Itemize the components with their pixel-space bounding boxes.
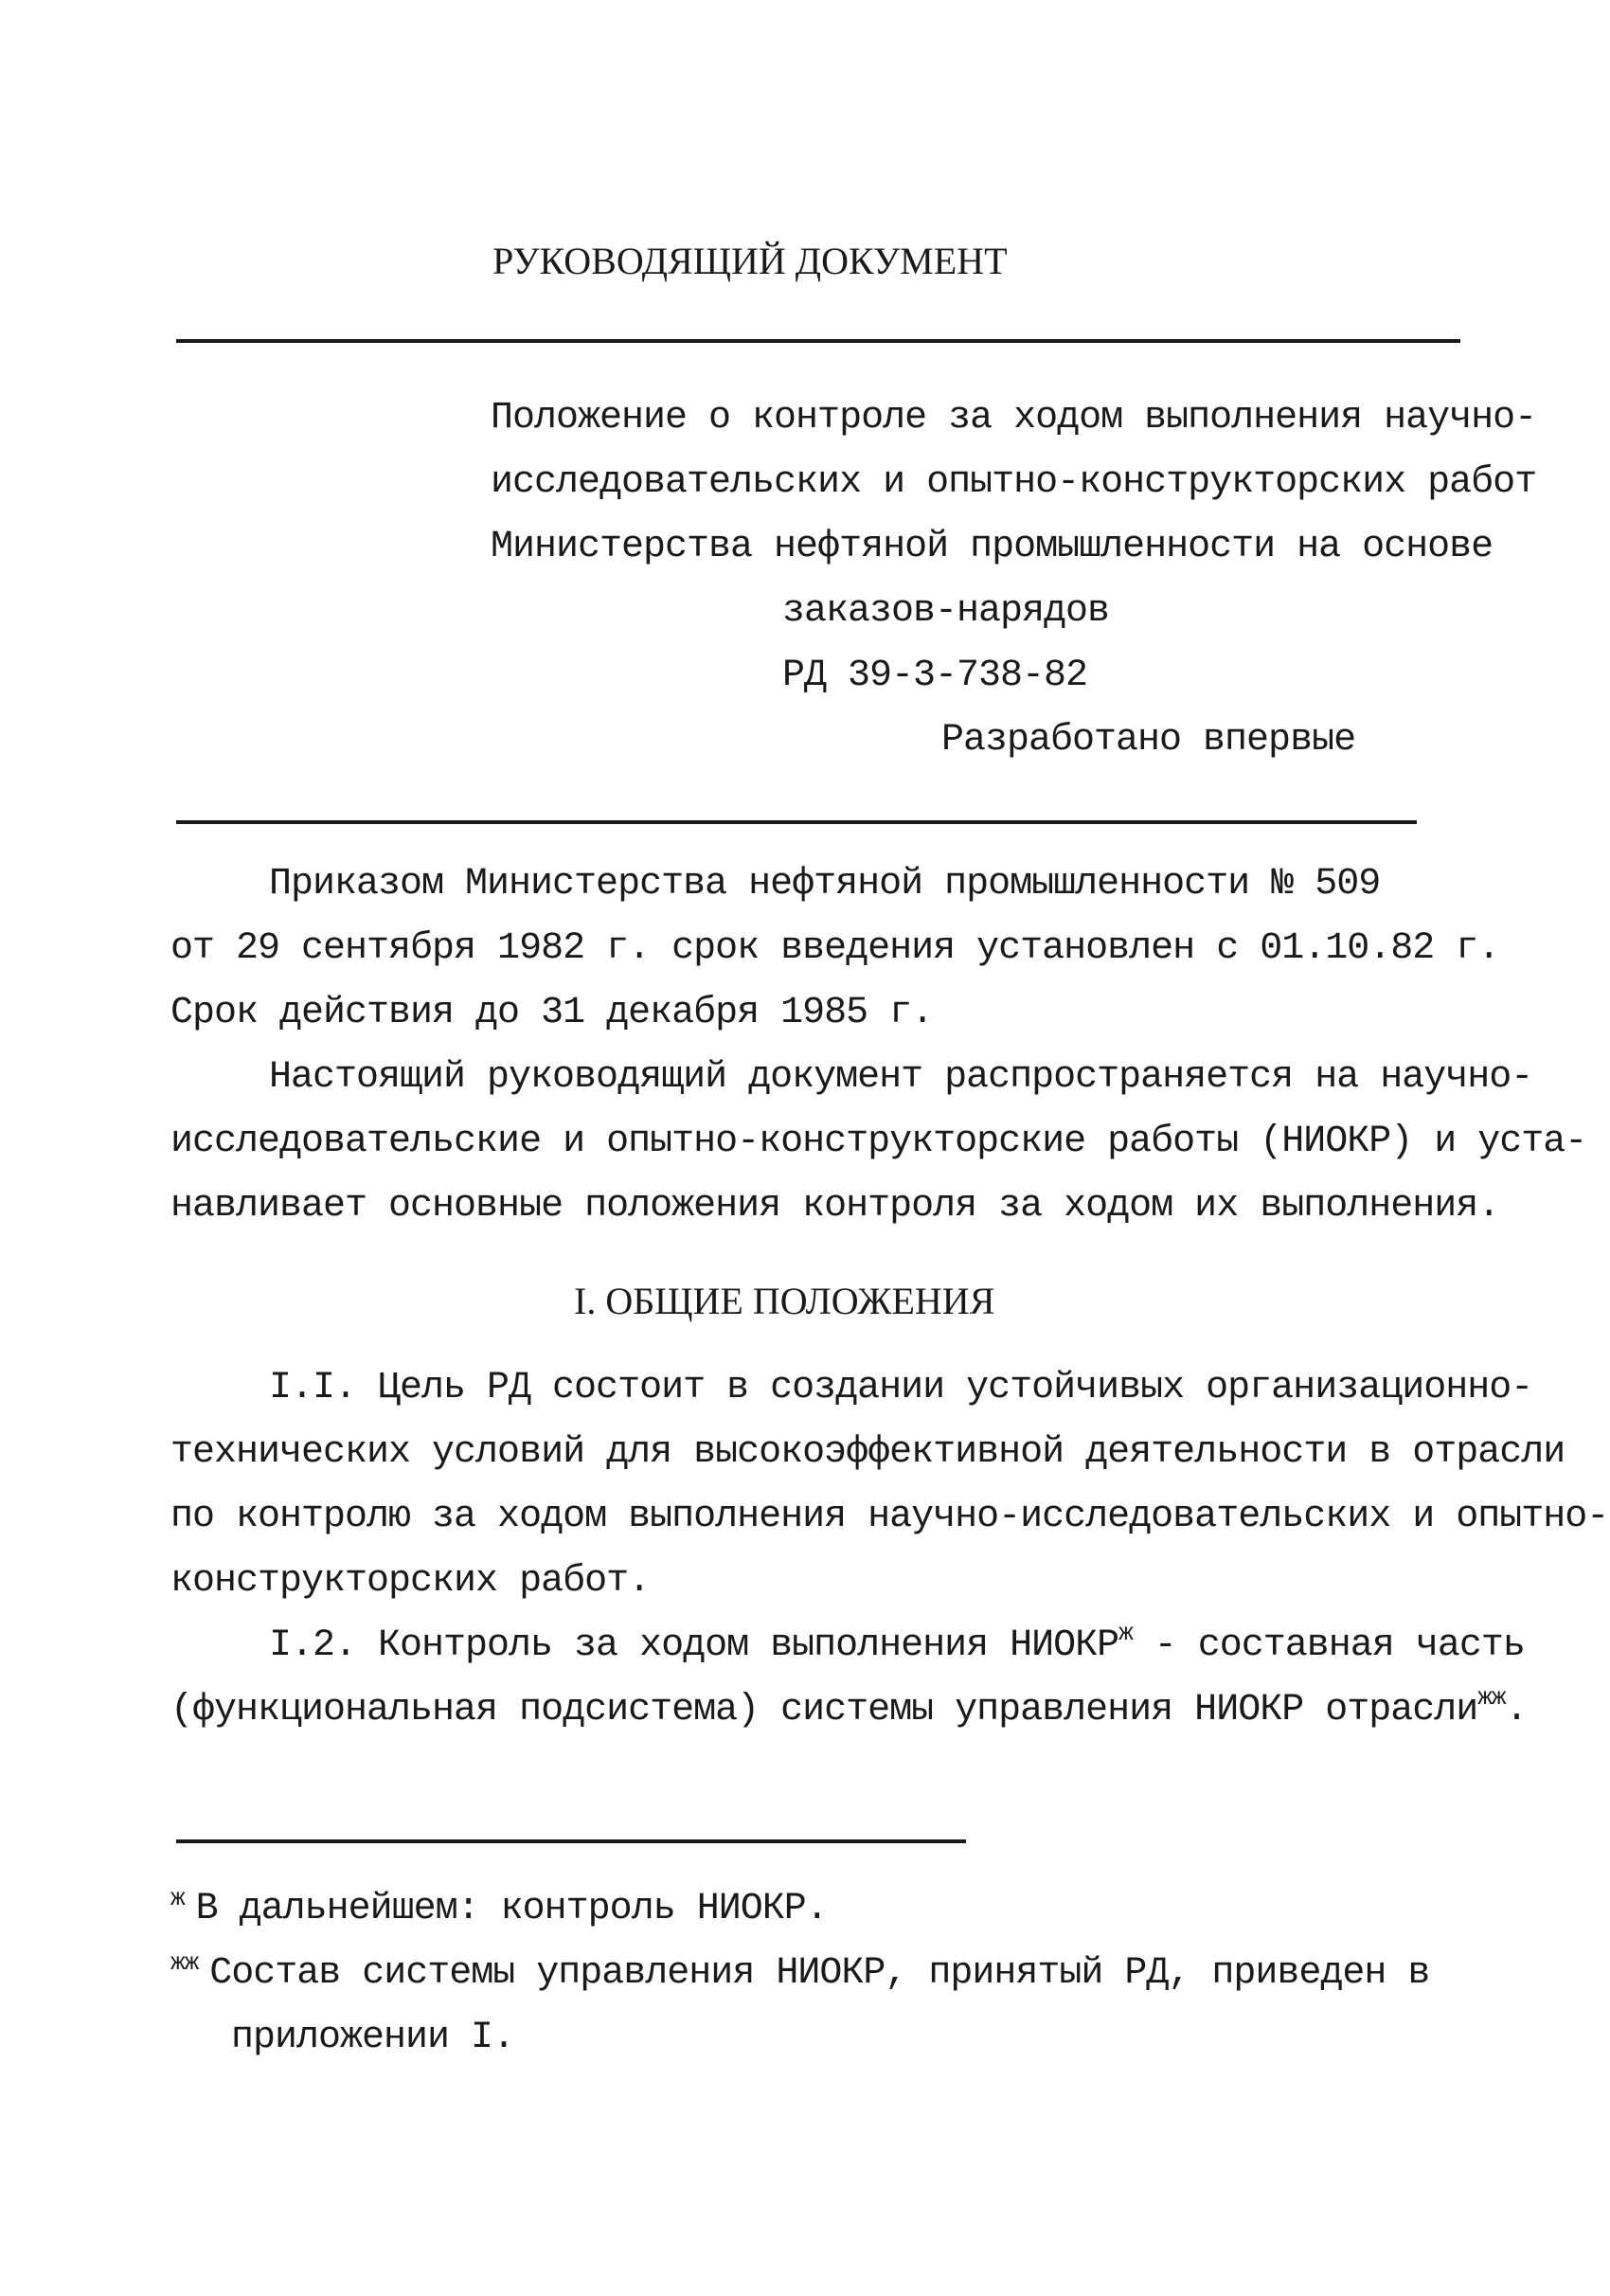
- order-line-2: от 29 сентября 1982 г. срок введения установлен с 01.10.82 г.: [170, 927, 1500, 970]
- footnote-rule: [176, 1839, 966, 1843]
- doc-title-line-4: заказов-нарядов: [782, 590, 1110, 633]
- p1-2-line-1-text: I.2. Контроль за ходом выполнения НИОКР: [269, 1624, 1119, 1667]
- doc-title-line-3: Министерства нефтяной промышленности на основе: [491, 526, 1494, 568]
- p1-2-line-2: [170, 1683, 1528, 1733]
- doc-title-line-2: исследовательских и опытно-конструкторских работ: [491, 461, 1537, 504]
- footnote-2-continuation: приложении I.: [231, 2017, 515, 2059]
- doc-title-line-1: Положение о контроле за ходом выполнения научно-: [491, 397, 1537, 439]
- scope-line-1: Настоящий руководящий документ распространяется на научно-: [269, 1056, 1533, 1099]
- p1-2-line-2-rest: .: [1505, 1689, 1528, 1731]
- footnote-2: [170, 1948, 1430, 1997]
- header-rule: [176, 339, 1460, 343]
- footnote-1-text: В дальнейшем: контроль НИОКР.: [195, 1888, 828, 1930]
- footnote-ref-1: ж: [1118, 1619, 1133, 1647]
- footnote-2-text: Состав системы управления НИОКР, принятый РД, приведен в: [209, 1952, 1430, 1995]
- footnote-ref-2: жж: [1477, 1683, 1506, 1712]
- scope-line-2: исследовательские и опытно-конструкторские работы (НИОКР) и уста-: [170, 1121, 1587, 1163]
- doc-code: РД 39-3-738-82: [782, 655, 1088, 697]
- title-rule: [176, 820, 1417, 824]
- order-line-3: Срок действия до 31 декабря 1985 г.: [170, 992, 934, 1034]
- order-line-1: Приказом Министерства нефтяной промышленности № 509: [269, 863, 1381, 906]
- p1-1-line-3: по контролю за ходом выполнения научно-исследовательских и опытно-: [170, 1496, 1609, 1538]
- p1-2-line-2-text: (функциональная подсистема) системы управления НИОКР отрасли: [170, 1689, 1478, 1731]
- section-1-heading: I. ОБЩИЕ ПОЛОЖЕНИЯ: [574, 1280, 995, 1322]
- footnote-1: [170, 1884, 828, 1932]
- doc-status: Разработано впервые: [941, 719, 1356, 762]
- scope-line-3: навливает основные положения контроля за ходом их выполнения.: [170, 1185, 1500, 1228]
- document-type-heading: РУКОВОДЯЩИЙ ДОКУМЕНТ: [492, 240, 1008, 282]
- p1-2-line-1-rest: - составная часть: [1132, 1624, 1525, 1667]
- footnote-2-mark: жж: [170, 1948, 199, 1977]
- footnote-1-mark: ж: [170, 1884, 185, 1912]
- p1-1-line-1: I.I. Цель РД состоит в создании устойчивых организационно-: [269, 1367, 1533, 1409]
- p1-1-line-2: технических условий для высокоэффективной деятельности в отрасли: [170, 1431, 1565, 1474]
- p1-1-line-4: конструкторских работ.: [170, 1560, 651, 1603]
- p1-2-line-1: [269, 1619, 1525, 1669]
